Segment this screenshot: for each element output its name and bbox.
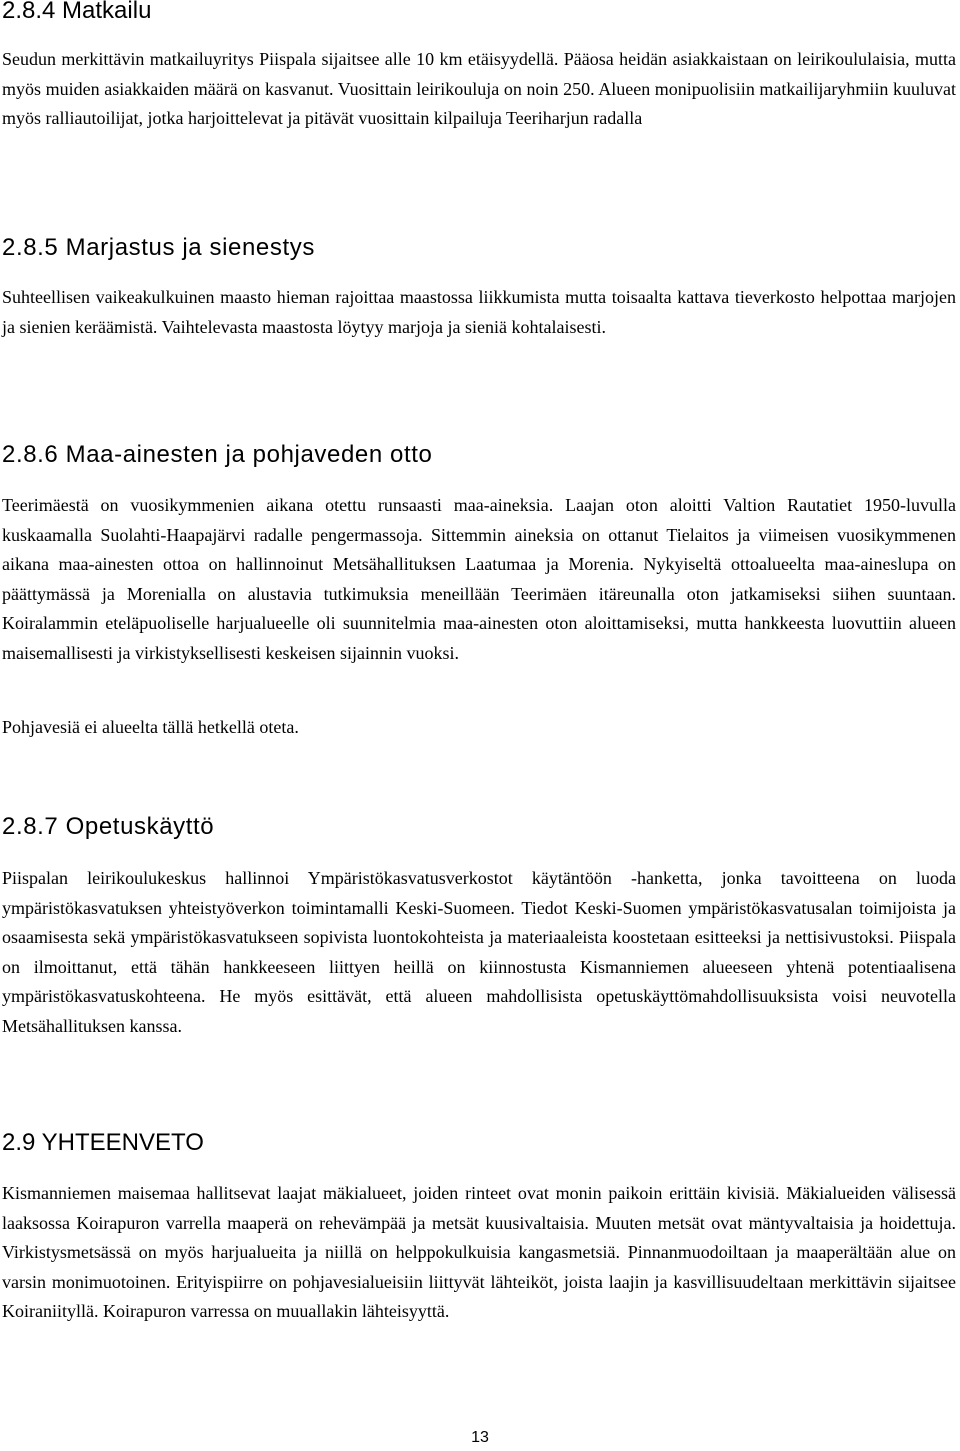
paragraph-matkailu: Seudun merkittävin matkailuyritys Piispala sijaitsee alle 10 km etäisyydellä. Pääosa heidän asiakkaistaan on leirikoululaisia, mutta myös muiden asiakkaiden määrä on kasvanut. Vuosittain leirikouluja on noin 250. Alueen monipuolisiin matkailijaryhmiin kuuluvat myös ralliautoilijat, jotka harjoittelevat ja pitävät vuosittain kilpailuja Teeriharjun radalla: [2, 49, 956, 128]
heading-2-8-6: 2.8.6 Maa-ainesten ja pohjaveden otto: [2, 441, 433, 468]
paragraph-yhteenveto: Kismanniemen maisemaa hallitsevat laajat mäkialueet, joiden rinteet ovat monin paikoin erittäin kivisiä. Mäkialueiden välisessä laaksossa Koirapuron varrella maaperä on rehevämpää ja metsät kuusivaltaisia. Muuten metsät ovat mäntyvaltaisia ja hoidettuja. Virkistysmetsässä on myös harjualueita ja niillä on helppokulkuisia kangasmetsiä. Pinnanmuodoiltaan ja maaperältään alue on varsin monimuotoinen. Erityispiirre on pohjavesialueisiin liittyvät lähteiköt, joista laajin ja kasvillisuudeltaan merkittävin sijaitsee Koiraniityllä. Koirapuron varressa on muuallakin lähteisyyttä.: [2, 1183, 956, 1321]
heading-2-8-4: 2.8.4 Matkailu: [2, 0, 152, 24]
paragraph-opetuskaytto: Piispalan leirikoulukeskus hallinnoi Ympäristökasvatusverkostot käytäntöön -hanketta, jonka tavoitteena on luoda ympäristökasvatuksen yhteistyöverkon toimintamalli Keski-Suomeen. Tiedot Keski-Suomen ympäristökasvatusalan toimijoista ja osaamisesta sekä ympäristökasvatukseen sopivista luontokohteista ja materiaaleista koostetaan esitteeksi ja nettisivustoksi. Piispala on ilmoittanut, että tähän hankkeeseen liittyen heillä on kiinnostusta Kismanniemen alueeseen yhtenä potentiaalisena ympäristökasvatuskohteena. He myös esittävät, että alueen mahdollisista opetuskäyttömahdollisuuksista voisi neuvotella Metsähallituksen kanssa.: [2, 868, 956, 1036]
paragraph-maa-ainekset: Teerimäestä on vuosikymmenien aikana otettu runsaasti maa-aineksia. Laajan oton aloitti Valtion Rautatiet 1950-luvulla kuskaamalla Suolahti-Haapajärvi radalle pengermassoja. Sittemmin aineksia on ottanut Tielaitos ja viimeisen vuosikymmenen aikana maa-ainesten ottoa on hallinnoinut Metsähallituksen Laatumaa ja Morenia. Nykyiseltä ottoalueelta maa-aineslupa on päättymässä ja Morenialla on alustavia tutkimuksia meneillään Teerimäen itäreunalla oton jatkamiseksi siihen suuntaan. Koiralammin eteläpuoliselle harjualueelle oli suunnitelmia maa-ainesten oton aloittamiseksi, mutta hankkeesta luovuttiin alueen maisemallisesti ja virkistyksellisesti keskeisen sijainnin vuoksi.: [2, 495, 956, 663]
page-number: 13: [471, 1429, 489, 1446]
paragraph-marjastus: Suhteellisen vaikeakulkuinen maasto hieman rajoittaa maastossa liikkumista mutta toisaalta kattava tieverkosto helpottaa marjojen ja sienien keräämistä. Vaihtelevasta maastosta löytyy marjoja ja sieniä kohtalaisesti.: [2, 287, 956, 337]
heading-2-9: 2.9 YHTEENVETO: [2, 1129, 204, 1156]
heading-2-8-7: 2.8.7 Opetuskäyttö: [2, 813, 215, 840]
paragraph-pohjavesi: Pohjavesiä ei alueelta tällä hetkellä oteta.: [2, 717, 299, 737]
heading-2-8-5: 2.8.5 Marjastus ja sienestys: [2, 234, 315, 261]
